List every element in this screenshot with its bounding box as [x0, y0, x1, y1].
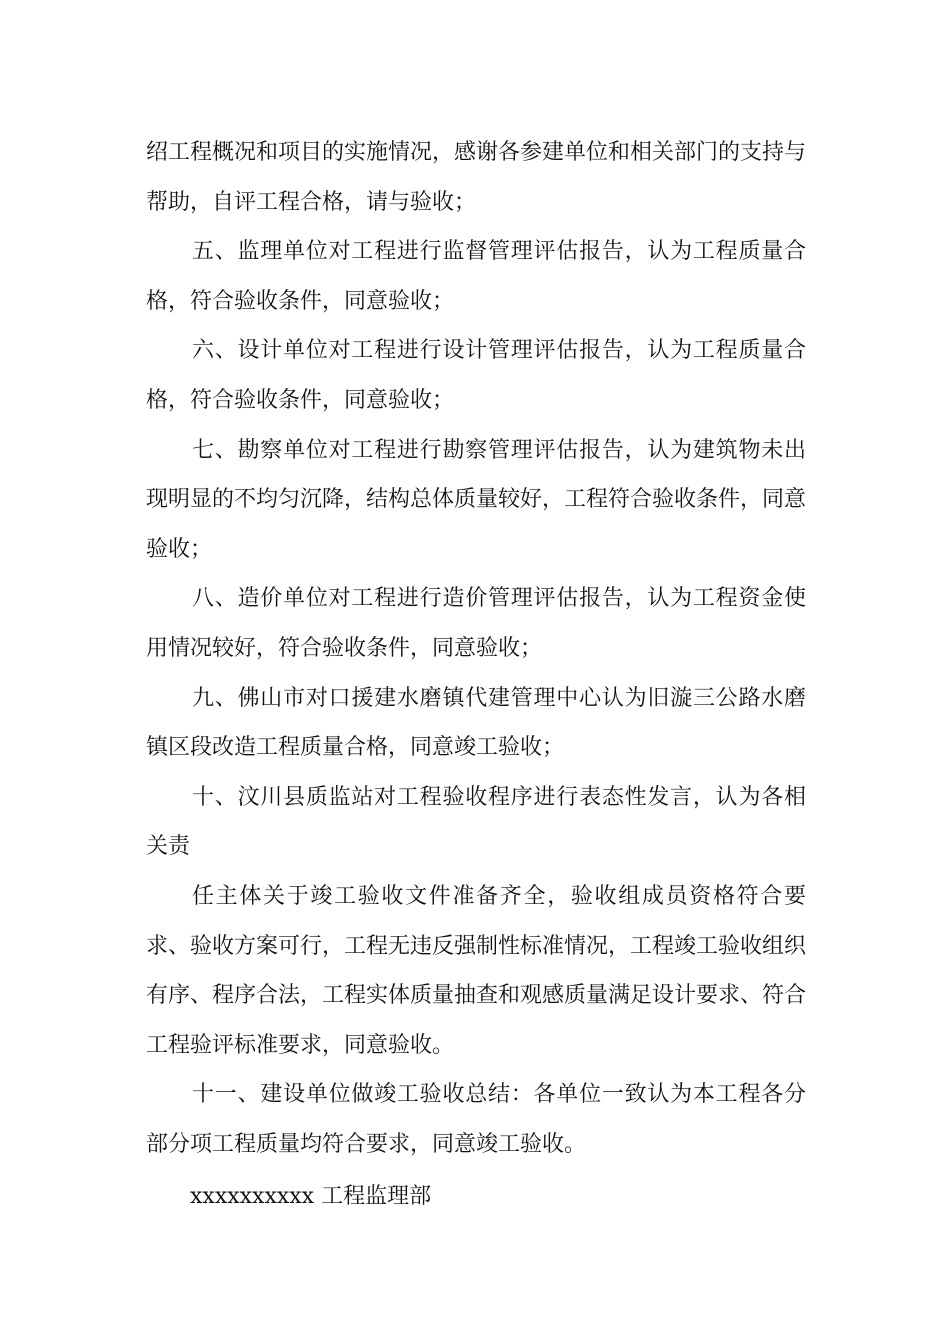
paragraph-item-11: 十一、建设单位做竣工验收总结：各单位一致认为本工程各分部分项工程质量均符合要求，同意竣工验收。	[146, 1082, 806, 1157]
paragraph-item-7: 七、勘察单位对工程进行勘察管理评估报告，认为建筑物未出现明显的不均匀沉降，结构总体质量较好，工程符合验收条件，同意验收；	[146, 437, 807, 562]
paragraph-item-6: 六、设计单位对工程进行设计管理评估报告，认为工程质量合格，符合验收条件，同意验收；	[146, 338, 806, 413]
document-body	[146, 128, 806, 1169]
paragraph-item-10-continued: 任主体关于竣工验收文件准备齐全，验收组成员资格符合要求、验收方案可行，工程无违反强制性标准情况，工程竣工验收组织有序、程序合法，工程实体质量抽查和观感质量满足设计要求、符合工程验评标准要求，同意验收。	[146, 883, 807, 1058]
paragraph-item-8: 八、造价单位对工程进行造价管理评估报告，认为工程资金使用情况较好，符合验收条件，同意验收；	[146, 586, 806, 661]
paragraph-item-5: 五、监理单位对工程进行监督管理评估报告，认为工程质量合格，符合验收条件，同意验收；	[146, 239, 806, 314]
signature-line: xxxxxxxxxx 工程监理部	[190, 1184, 432, 1209]
paragraph-intro-continuation: 绍工程概况和项目的实施情况，感谢各参建单位和相关部门的支持与帮助，自评工程合格，请与验收；	[146, 140, 807, 215]
paragraph-item-10: 十、汶川县质监站对工程验收程序进行表态性发言，认为各相关责	[146, 784, 806, 860]
paragraph-item-9: 九、佛山市对口援建水磨镇代建管理中心认为旧漩三公路水磨镇区段改造工程质量合格，同意竣工验收；	[146, 685, 806, 761]
